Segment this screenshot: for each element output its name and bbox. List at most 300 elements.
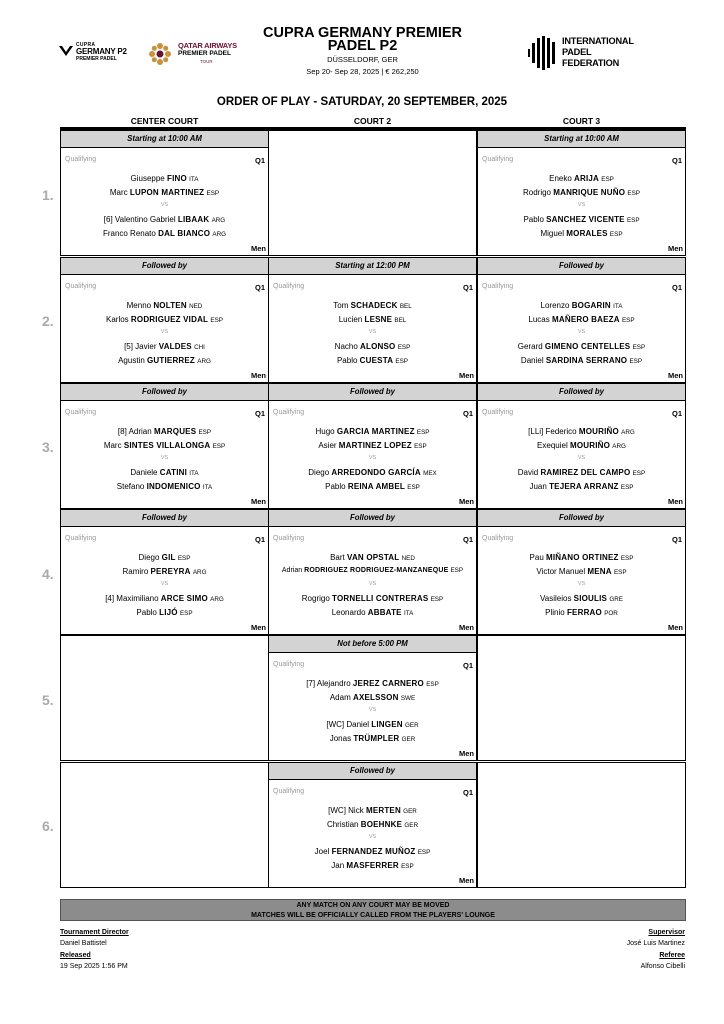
player-last-name: SARDINA SERRANO: [545, 356, 628, 365]
player-first-name: Lucien: [338, 315, 363, 324]
player-last-name: FERNANDEZ MUÑOZ: [331, 847, 416, 856]
supervisor-label: Supervisor: [648, 929, 685, 936]
player-first-name: Giuseppe: [130, 174, 165, 183]
player-last-name: MOURIÑO: [578, 427, 619, 436]
player-first-name: [5] Javier: [124, 342, 157, 351]
cupra-logo-icon: [58, 44, 74, 58]
player-first-name: [6] Valentino Gabriel: [103, 215, 176, 224]
player-first-name: [WC] Daniel: [326, 720, 370, 729]
player-country: ARG: [211, 217, 226, 224]
player-last-name: ARIJA: [574, 174, 600, 183]
match-category: Men: [459, 876, 474, 885]
player-last-name: GIMENO CENTELLES: [544, 342, 631, 351]
match-cell: [477, 257, 686, 383]
player-entry: [269, 720, 476, 729]
match-time-header: Followed by: [269, 510, 476, 527]
player-first-name: [WC] Nick: [328, 806, 364, 815]
match-category: Men: [668, 244, 683, 253]
player-last-name: RAMIREZ DEL CAMPO: [540, 468, 631, 477]
match-cell: [60, 130, 269, 256]
player-first-name: Rogrigo: [301, 594, 330, 603]
player-first-name: Marc: [103, 441, 122, 450]
player-entry: [269, 806, 476, 815]
player-first-name: Jan: [331, 861, 345, 870]
player-country: ESP: [621, 317, 635, 324]
player-country: ESP: [632, 344, 646, 351]
player-last-name: ABBATE: [367, 608, 402, 617]
player-country: POR: [604, 610, 618, 617]
player-country: MEX: [423, 470, 437, 477]
player-country: ESP: [450, 567, 464, 574]
player-country: ESP: [177, 555, 191, 562]
player-first-name: Leonardo: [331, 608, 366, 617]
player-country: ARG: [212, 231, 227, 238]
match-cell: [268, 762, 477, 888]
player-entry: [269, 820, 476, 829]
match-category: Men: [251, 371, 266, 380]
player-first-name: Juan: [529, 482, 547, 491]
supervisor-name: José Luis Martinez: [626, 940, 685, 947]
match-stage: Qualifying: [65, 283, 97, 290]
player-first-name: [4] Maximiliano: [105, 594, 159, 603]
match-round: Q1: [462, 661, 473, 670]
match-category: Men: [668, 623, 683, 632]
player-country: ESP: [426, 681, 439, 688]
match-round: Q1: [462, 283, 473, 292]
player-entry: [269, 482, 476, 491]
match-stage: Qualifying: [482, 156, 514, 163]
player-entry: [269, 427, 476, 436]
match-round: Q1: [671, 156, 682, 165]
versus-label: VS: [577, 455, 586, 461]
match-round: Q1: [462, 788, 473, 797]
player-country: ESP: [609, 231, 623, 238]
player-country: ESP: [212, 443, 226, 450]
match-round: Q1: [254, 409, 265, 418]
player-last-name: SINTES VILLALONGA: [123, 441, 211, 450]
player-entry: [269, 847, 476, 856]
player-first-name: Miguel: [540, 229, 565, 238]
player-entry: [269, 301, 476, 310]
player-first-name: Menno: [126, 301, 152, 310]
player-last-name: RODRIGUEZ RODRIGUEZ-MANZANEQUE: [304, 567, 449, 574]
row-number: 4.: [42, 566, 54, 582]
player-country: ESP: [407, 484, 420, 491]
versus-label: VS: [577, 581, 586, 587]
match-time-header: Followed by: [61, 510, 268, 527]
player-last-name: ARREDONDO GARCÍA: [331, 468, 421, 477]
player-entry: [61, 188, 268, 197]
released-value: 19 Sep 2025 1:56 PM: [60, 963, 128, 970]
player-country: ESP: [626, 217, 640, 224]
player-entry: [478, 174, 685, 183]
court-header-2: COURT 2: [353, 116, 392, 126]
player-first-name: Rodrigo: [522, 188, 551, 197]
player-country: NED: [189, 303, 203, 310]
match-round: Q1: [671, 409, 682, 418]
player-country: ESP: [401, 863, 414, 870]
fip-ball-icon: [528, 34, 558, 72]
referee-label: Referee: [659, 952, 685, 959]
tournament-location: DÜSSELDORF, GER: [327, 55, 398, 64]
player-country: GER: [401, 736, 416, 743]
player-first-name: Plinio: [545, 608, 565, 617]
logo2-line3: TOUR: [200, 59, 213, 64]
versus-label: VS: [368, 455, 377, 461]
player-last-name: MORALES: [566, 229, 608, 238]
player-first-name: Adrian: [281, 567, 303, 574]
player-entry: [478, 468, 685, 477]
court-header-center: CENTER COURT: [130, 116, 199, 126]
player-country: ESP: [430, 596, 444, 603]
match-category: Men: [251, 497, 266, 506]
player-country: ITA: [189, 470, 199, 477]
match-stage: Qualifying: [273, 283, 305, 290]
player-last-name: REINA AMBEL: [347, 482, 406, 491]
match-cell: [60, 635, 269, 761]
player-entry: [269, 356, 476, 365]
player-last-name: GUTIERREZ: [147, 356, 196, 365]
match-stage: Qualifying: [65, 156, 97, 163]
logo2-line2: PREMIER PADEL: [178, 50, 231, 57]
player-entry: [478, 482, 685, 491]
versus-label: VS: [368, 329, 377, 335]
player-entry: [478, 608, 685, 617]
player-entry: [478, 356, 685, 365]
player-country: ESP: [206, 190, 220, 197]
player-country: ESP: [416, 429, 430, 436]
player-country: ITA: [189, 176, 199, 183]
match-category: Men: [251, 623, 266, 632]
player-entry: [478, 441, 685, 450]
player-entry: [61, 594, 268, 603]
player-entry: [61, 215, 268, 224]
player-country: ITA: [613, 303, 623, 310]
player-entry: [478, 553, 685, 562]
player-first-name: Pau: [529, 553, 544, 562]
player-last-name: MOURIÑO: [569, 441, 611, 450]
match-time-header: Followed by: [478, 258, 685, 275]
notice-line1: ANY MATCH ON ANY COURT MAY BE MOVED: [296, 902, 450, 909]
player-entry: [61, 229, 268, 238]
player-country: ARG: [612, 443, 626, 450]
match-cell: [477, 509, 686, 635]
match-round: Q1: [671, 283, 682, 292]
row-number: 6.: [42, 818, 54, 834]
fip-line2: PADEL: [562, 47, 592, 57]
match-stage: Qualifying: [65, 409, 97, 416]
player-first-name: Eneko: [549, 174, 572, 183]
player-first-name: Gerard: [517, 342, 543, 351]
tournament-dates-prize: Sep 20- Sep 28, 2025 | € 262,250: [306, 67, 419, 76]
player-country: ESP: [198, 429, 212, 436]
player-last-name: GARCIA MARTINEZ: [336, 427, 415, 436]
player-entry: [269, 693, 476, 702]
player-first-name: Victor Manuel: [536, 567, 586, 576]
logo2-line1: QATAR AIRWAYS: [178, 41, 237, 50]
international-padel-federation-logo: [528, 34, 638, 72]
player-first-name: Nacho: [334, 342, 358, 351]
player-first-name: Hugo: [315, 427, 335, 436]
player-first-name: Bart: [330, 553, 345, 562]
player-last-name: LINGEN: [371, 720, 403, 729]
player-entry: [269, 679, 476, 688]
versus-label: VS: [577, 202, 586, 208]
logo1-line1: CUPRA: [76, 42, 96, 48]
match-cell: [60, 383, 269, 509]
player-country: ESP: [632, 470, 646, 477]
player-first-name: Lucas: [528, 315, 550, 324]
player-last-name: VAN OPSTAL: [347, 553, 400, 562]
player-country: SWE: [400, 695, 416, 702]
player-last-name: PEREYRA: [150, 567, 191, 576]
player-first-name: Daniel: [520, 356, 544, 365]
match-round: Q1: [254, 535, 265, 544]
versus-label: VS: [160, 202, 169, 208]
match-cell: [268, 383, 477, 509]
player-entry: [269, 594, 476, 603]
director-name: Daniel Battistel: [60, 940, 107, 947]
tournament-title: CUPRA GERMANY PREMIER PADEL P2: [263, 25, 462, 54]
player-entry: [61, 441, 268, 450]
player-first-name: [7] Alejandro: [306, 679, 351, 688]
player-country: ITA: [202, 484, 213, 491]
player-first-name: Adam: [329, 693, 351, 702]
player-country: ESP: [179, 610, 193, 617]
match-cell: [477, 383, 686, 509]
match-cell: [268, 257, 477, 383]
order-of-play-title: ORDER OF PLAY - SATURDAY, 20 SEPTEMBER, 2025: [216, 96, 508, 108]
player-last-name: MAÑERO BAEZA: [552, 315, 620, 324]
player-country: ITA: [403, 610, 414, 617]
match-stage: Qualifying: [482, 283, 514, 290]
player-first-name: Pablo: [136, 608, 157, 617]
premier-padel-flower-icon: [148, 42, 172, 66]
fip-line1: INTERNATIONAL: [562, 36, 634, 46]
versus-label: VS: [160, 329, 169, 335]
notice-banner: [60, 899, 686, 921]
player-last-name: TRÜMPLER: [353, 734, 400, 743]
match-time-header: Followed by: [61, 258, 268, 275]
match-cell: [268, 130, 477, 256]
player-last-name: LESNE: [364, 315, 393, 324]
player-entry: [269, 441, 476, 450]
match-category: Men: [459, 623, 474, 632]
player-last-name: MIÑANO ORTINEZ: [546, 553, 619, 562]
qatar-airways-premier-padel-logo: [148, 40, 248, 68]
player-entry: [61, 608, 268, 617]
player-first-name: Asier: [318, 441, 337, 450]
match-cell: [268, 635, 477, 761]
player-last-name: MASFERRER: [346, 861, 399, 870]
player-country: GER: [404, 822, 419, 829]
match-cell: [60, 762, 269, 888]
player-country: CHI: [194, 344, 205, 351]
match-cell: [60, 509, 269, 635]
player-country: ESP: [395, 358, 409, 365]
row-number: 1.: [42, 187, 54, 203]
player-entry: [61, 567, 268, 576]
player-country: ESP: [627, 190, 641, 197]
match-cell: [268, 509, 477, 635]
player-country: ESP: [210, 317, 223, 324]
player-last-name: CATINI: [159, 468, 188, 477]
player-first-name: Exequiel: [537, 441, 568, 450]
match-category: Men: [668, 497, 683, 506]
player-country: ARG: [192, 569, 207, 576]
player-entry: [269, 342, 476, 351]
player-entry: [478, 315, 685, 324]
player-last-name: ARCE SIMO: [160, 594, 208, 603]
versus-label: VS: [368, 581, 377, 587]
player-first-name: Pablo: [325, 482, 346, 491]
player-first-name: Marc: [109, 188, 128, 197]
player-last-name: FINO: [166, 174, 187, 183]
player-last-name: RODRIGUEZ VIDAL: [130, 315, 209, 324]
player-country: ESP: [620, 484, 634, 491]
player-last-name: LUPON MARTINEZ: [129, 188, 205, 197]
player-first-name: Agustin: [118, 356, 145, 365]
player-country: ESP: [620, 555, 634, 562]
match-time-header: Followed by: [269, 384, 476, 401]
player-entry: [478, 229, 685, 238]
row-number: 2.: [42, 313, 54, 329]
player-entry: [269, 315, 476, 324]
player-entry: [269, 468, 476, 477]
player-last-name: SCHADECK: [350, 301, 398, 310]
player-last-name: GIL: [161, 553, 176, 562]
match-stage: Qualifying: [273, 535, 305, 542]
player-last-name: LIBAAK: [177, 215, 210, 224]
row-number: 5.: [42, 692, 54, 708]
cupra-germany-logo: [58, 42, 136, 64]
player-last-name: MARTINEZ LOPEZ: [338, 441, 412, 450]
match-time-header: Starting at 10:00 AM: [478, 131, 685, 148]
match-time-header: Followed by: [61, 384, 268, 401]
match-category: Men: [459, 371, 474, 380]
player-country: GER: [403, 808, 417, 815]
player-country: BEL: [394, 317, 407, 324]
player-entry: [61, 482, 268, 491]
player-last-name: CUESTA: [359, 356, 394, 365]
player-country: GRE: [609, 596, 623, 603]
match-time-header: Followed by: [478, 510, 685, 527]
logo1-line2: GERMANY P2: [76, 47, 127, 56]
match-stage: Qualifying: [273, 661, 305, 668]
player-entry: [478, 301, 685, 310]
player-entry: [61, 427, 268, 436]
court-header-3: COURT 3: [562, 116, 601, 126]
player-country: ESP: [397, 344, 411, 351]
match-time-header: Not before 5:00 PM: [269, 636, 476, 653]
player-last-name: TEJERA ARRANZ: [549, 482, 619, 491]
player-first-name: Daniele: [130, 468, 158, 477]
match-time-header: Starting at 10:00 AM: [61, 131, 268, 148]
player-first-name: Franco Renato: [102, 229, 156, 238]
player-entry: [478, 427, 685, 436]
match-stage: Qualifying: [273, 788, 305, 795]
versus-label: VS: [160, 581, 169, 587]
match-round: Q1: [254, 283, 265, 292]
player-last-name: MARQUES: [153, 427, 197, 436]
player-last-name: MENA: [587, 567, 612, 576]
player-entry: [269, 553, 476, 562]
match-round: Q1: [671, 535, 682, 544]
player-first-name: Jonas: [329, 734, 352, 743]
versus-label: VS: [160, 455, 169, 461]
player-last-name: FERRAO: [566, 608, 602, 617]
player-country: ESP: [417, 849, 431, 856]
versus-label: VS: [577, 329, 586, 335]
match-category: Men: [459, 749, 474, 758]
match-time-header: Followed by: [269, 763, 476, 780]
player-entry: [478, 342, 685, 351]
match-category: Men: [459, 497, 474, 506]
player-country: ARG: [621, 429, 635, 436]
player-first-name: David: [517, 468, 539, 477]
match-stage: Qualifying: [65, 535, 97, 542]
row-number: 3.: [42, 439, 54, 455]
match-category: Men: [668, 371, 683, 380]
player-entry: [61, 315, 268, 324]
player-last-name: NOLTEN: [153, 301, 187, 310]
player-entry: [269, 608, 476, 617]
player-first-name: Diego: [138, 553, 160, 562]
player-first-name: Pablo: [336, 356, 358, 365]
player-country: ARG: [210, 596, 224, 603]
player-last-name: VALDES: [158, 342, 192, 351]
match-category: Men: [251, 244, 266, 253]
fip-line3: FEDERATION: [562, 58, 620, 68]
match-cell: [60, 257, 269, 383]
player-country: NED: [401, 555, 415, 562]
player-country: ESP: [613, 569, 627, 576]
player-entry: [269, 567, 476, 574]
player-first-name: [8] Adrian: [117, 427, 152, 436]
player-last-name: TORNELLI CONTRERAS: [332, 594, 429, 603]
player-last-name: SANCHEZ VICENTE: [546, 215, 625, 224]
versus-label: VS: [368, 834, 377, 840]
player-first-name: Pablo: [523, 215, 544, 224]
match-time-header: Starting at 12:00 PM: [269, 258, 476, 275]
player-last-name: SIOULIS: [573, 594, 608, 603]
player-country: ESP: [601, 176, 614, 183]
notice-line2: MATCHES WILL BE OFFICIALLY CALLED FROM THE PLAYERS' LOUNGE: [251, 911, 495, 919]
player-last-name: DAL BIANCO: [158, 229, 211, 238]
match-stage: Qualifying: [273, 409, 305, 416]
player-country: ESP: [629, 358, 643, 365]
player-entry: [61, 553, 268, 562]
player-entry: [61, 301, 268, 310]
player-last-name: ALONSO: [360, 342, 396, 351]
player-first-name: Stefano: [116, 482, 145, 491]
match-cell: [477, 130, 686, 256]
player-entry: [478, 215, 685, 224]
player-entry: [478, 594, 685, 603]
player-first-name: [LLi] Federico: [528, 427, 577, 436]
player-first-name: Ramiro: [122, 567, 149, 576]
player-entry: [478, 188, 685, 197]
player-last-name: AXELSSON: [352, 693, 399, 702]
player-first-name: Karlos: [106, 315, 129, 324]
player-first-name: Tom: [333, 301, 349, 310]
match-round: Q1: [254, 156, 265, 165]
player-entry: [61, 342, 268, 351]
player-entry: [269, 861, 476, 870]
player-first-name: Vasileios: [540, 594, 572, 603]
player-entry: [269, 734, 476, 743]
player-country: GER: [404, 722, 419, 729]
